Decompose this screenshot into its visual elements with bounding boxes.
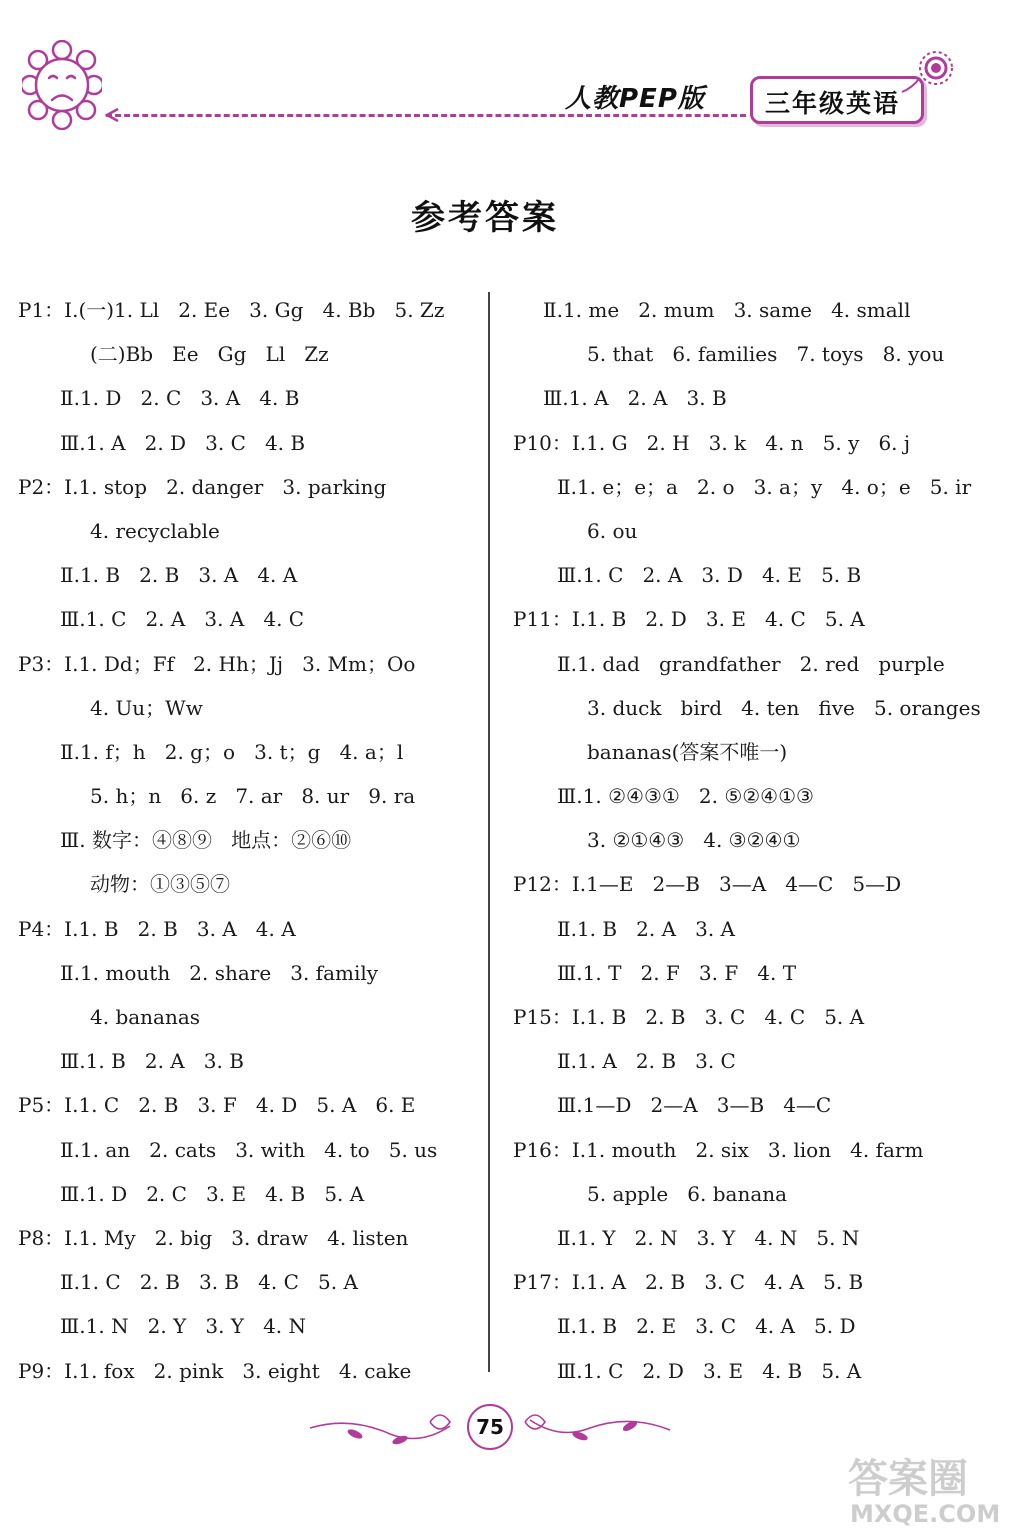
answer-line: Ⅲ.1. ②④③① 2. ⑤②④①③	[557, 784, 814, 809]
answer-line: P12：Ⅰ.1—E 2—B 3—A 4—C 5—D	[513, 872, 902, 897]
answer-line: 5. h；n 6. z 7. ar 8. ur 9. ra	[90, 784, 416, 809]
answer-line: Ⅱ.1. Y 2. N 3. Y 4. N 5. N	[557, 1225, 860, 1250]
answer-line: Ⅱ.1. C 2. B 3. B 4. C 5. A	[60, 1270, 358, 1295]
answer-line: Ⅱ.1. B 2. B 3. A 4. A	[60, 563, 298, 588]
answer-line: (二)Bb Ee Gg Ll Zz	[90, 342, 329, 367]
answer-line: P11：Ⅰ.1. B 2. D 3. E 4. C 5. A	[513, 607, 865, 632]
answer-line: Ⅱ.1. mouth 2. share 3. family	[60, 960, 379, 985]
watermark-line2: MXQE.COM	[850, 1500, 1001, 1528]
answer-line: P10：Ⅰ.1. G 2. H 3. k 4. n 5. y 6. j	[513, 430, 911, 455]
answer-line: Ⅲ.1. T 2. F 3. F 4. T	[557, 960, 797, 985]
answer-line: Ⅱ.1. f；h 2. g；o 3. t；g 4. a；l	[60, 739, 404, 764]
answer-line: Ⅱ.1. D 2. C 3. A 4. B	[60, 386, 300, 411]
edition-label: 人教PEP版	[565, 84, 705, 114]
answer-line: Ⅱ.1. dad grandfather 2. red purple	[557, 651, 945, 676]
answer-line: Ⅲ.1—D 2—A 3—B 4—C	[557, 1093, 832, 1118]
answer-line: Ⅱ.1. e；e；a 2. o 3. a；y 4. o；e 5. ir	[557, 474, 972, 499]
answer-line: Ⅲ.1. B 2. A 3. B	[60, 1049, 244, 1074]
answer-line: Ⅲ.1. C 2. D 3. E 4. B 5. A	[557, 1358, 862, 1383]
answer-line: P4：Ⅰ.1. B 2. B 3. A 4. A	[18, 916, 296, 941]
answer-line: P16：Ⅰ.1. mouth 2. six 3. lion 4. farm	[513, 1137, 924, 1162]
watermark-line1: 答案圈	[848, 1456, 968, 1502]
grade-label: 三年级英语	[765, 89, 901, 118]
answer-line: Ⅱ.1. an 2. cats 3. with 4. to 5. us	[60, 1137, 438, 1162]
answer-line: Ⅲ.1. D 2. C 3. E 4. B 5. A	[60, 1181, 365, 1206]
page-header	[0, 0, 1025, 160]
answer-line: Ⅲ.1. A 2. D 3. C 4. B	[60, 430, 306, 455]
answer-column-right	[513, 288, 983, 1393]
answer-line: P8：Ⅰ.1. My 2. big 3. draw 4. listen	[18, 1225, 409, 1250]
answer-column-left	[18, 288, 486, 1393]
answer-line: Ⅱ.1. me 2. mum 3. same 4. small	[543, 298, 911, 322]
answer-line: 6. ou	[587, 518, 638, 543]
answer-line: 4. Uu；Ww	[90, 695, 203, 720]
swirl-icon	[900, 48, 970, 118]
answer-line: bananas(答案不唯一)	[587, 739, 788, 764]
page-number: 75	[467, 1404, 513, 1450]
answer-line: Ⅲ.1. N 2. Y 3. Y 4. N	[60, 1314, 307, 1339]
answer-line: 4. bananas	[90, 1005, 201, 1029]
answer-line: P9：Ⅰ.1. fox 2. pink 3. eight 4. cake	[18, 1358, 412, 1383]
answer-line: Ⅲ. 数字：④⑧⑨ 地点：②⑥⑩	[60, 828, 352, 853]
answer-line: Ⅲ.1. C 2. A 3. D 4. E 5. B	[557, 563, 862, 588]
sad-sun-icon	[22, 40, 102, 130]
answer-line: Ⅱ.1. A 2. B 3. C	[557, 1049, 736, 1074]
answer-line: Ⅲ.1. C 2. A 3. A 4. C	[60, 607, 305, 632]
answer-line: P15：Ⅰ.1. B 2. B 3. C 4. C 5. A	[513, 1005, 865, 1029]
answer-line: 5. apple 6. banana	[587, 1181, 788, 1206]
answer-line: P1：Ⅰ.(一)1. Ll 2. Ee 3. Gg 4. Bb 5. Zz	[18, 298, 445, 322]
answer-line: P17：Ⅰ.1. A 2. B 3. C 4. A 5. B	[513, 1270, 864, 1295]
answer-line: P3：Ⅰ.1. Dd；Ff 2. Hh；Jj 3. Mm；Oo	[18, 651, 416, 676]
grade-badge	[750, 76, 924, 124]
answer-line: P5：Ⅰ.1. C 2. B 3. F 4. D 5. A 6. E	[18, 1093, 416, 1118]
answer-line: 3. ②①④③ 4. ③②④①	[587, 828, 801, 853]
column-divider	[488, 292, 490, 1372]
answer-line: 动物：①③⑤⑦	[90, 872, 230, 897]
answer-line: Ⅱ.1. B 2. E 3. C 4. A 5. D	[557, 1314, 856, 1339]
answer-line: Ⅲ.1. A 2. A 3. B	[543, 386, 727, 411]
page-footer	[300, 1400, 680, 1460]
answer-line: 5. that 6. families 7. toys 8. you	[587, 342, 945, 367]
page-title: 参考答案	[411, 198, 559, 238]
answer-line: P2：Ⅰ.1. stop 2. danger 3. parking	[18, 474, 387, 499]
answer-line: 4. recyclable	[90, 518, 220, 543]
watermark-logo	[838, 1448, 1018, 1528]
answer-line: Ⅱ.1. B 2. A 3. A	[557, 916, 735, 941]
answer-line: 3. duck bird 4. ten five 5. oranges	[587, 695, 981, 720]
